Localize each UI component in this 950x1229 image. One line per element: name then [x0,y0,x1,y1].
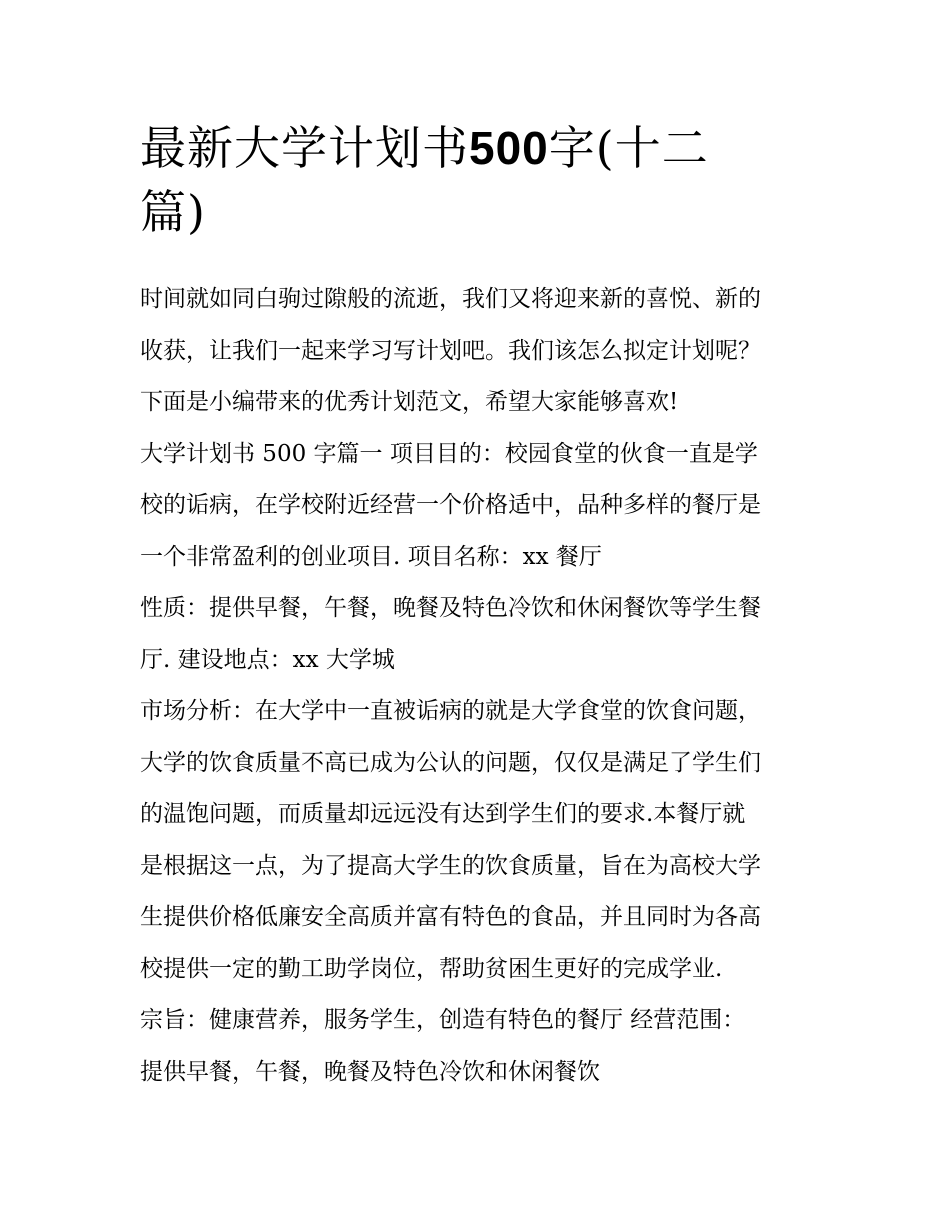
body-line: 大学计划书 500 字篇一 项目目的：校园食堂的伙食一直是学 [140,440,758,467]
body-line: 市场分析：在大学中一直被诟病的就是大学食堂的饮食问题， [140,698,761,724]
body-line: 提供早餐，午餐，晚餐及特色冷饮和休闲餐饮 [140,1058,600,1085]
title-line2: 篇) [140,185,206,239]
document-body [140,274,820,1098]
body-line: 一个非常盈利的创业项目. 项目名称：xx 餐厅 [140,543,602,570]
title-part1: 最新大学计划书 [140,121,469,175]
body-line: 厅. 建设地点：xx 大学城 [140,646,395,673]
title-number: 500 [469,122,549,174]
body-line: 校的诟病，在学校附近经营一个价格适中，品种多样的餐厅是 [140,492,761,518]
body-line: 是根据这一点，为了提高大学生的饮食质量，旨在为高校大学 [140,852,761,879]
body-line: 性质：提供早餐，午餐，晚餐及特色冷饮和休闲餐饮等学生餐 [140,595,761,621]
document-title [140,116,820,244]
body-line: 生提供价格低廉安全高质并富有特色的食品，并且同时为各高 [140,904,761,930]
body-line: 的温饱问题，而质量却远远没有达到学生们的要求.本餐厅就 [140,801,746,827]
body-line: 收获，让我们一起来学习写计划吧。我们该怎么拟定计划呢？ [140,337,761,364]
body-line: 宗旨：健康营养，服务学生，创造有特色的餐厅 经营范围： [140,1007,746,1033]
title-part2: 字(十二 [548,121,709,175]
body-line: 校提供一定的勤工助学岗位，帮助贫困生更好的完成学业. [140,955,723,982]
body-line: 时间就如同白驹过隙般的流逝，我们又将迎来新的喜悦、新的 [140,286,761,312]
body-line: 大学的饮食质量不高已成为公认的问题，仅仅是满足了学生们 [140,749,761,776]
body-line: 下面是小编带来的优秀计划范文，希望大家能够喜欢! [140,389,679,415]
